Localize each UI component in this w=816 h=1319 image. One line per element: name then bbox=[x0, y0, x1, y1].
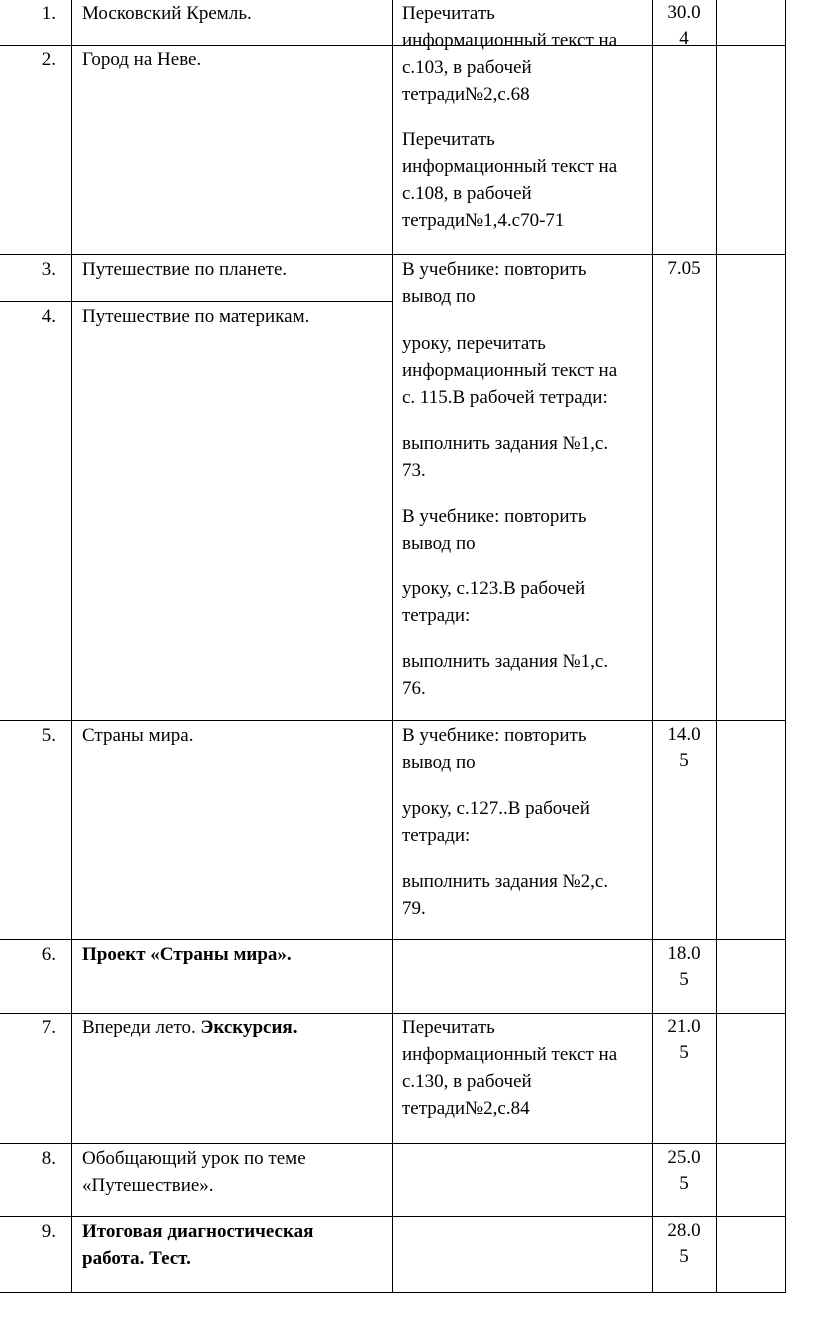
row-number: 9. bbox=[41, 1221, 56, 1242]
lesson-date: 21.0 5 bbox=[667, 1016, 701, 1063]
homework-task: В учебнике: повторить вывод по bbox=[402, 506, 587, 554]
lesson-date: 28.0 5 bbox=[667, 1220, 701, 1267]
lesson-topic: Итоговая диагностическая работа. Тест. bbox=[82, 1221, 314, 1269]
column-divider bbox=[652, 0, 653, 1293]
row-divider bbox=[0, 254, 786, 255]
homework-task: уроку, с.123.В рабочей тетради: bbox=[402, 578, 586, 626]
homework-task: выполнить задания №1,с. 76. bbox=[402, 651, 609, 699]
lesson-date: 14.0 5 bbox=[667, 724, 701, 771]
lesson-topic bbox=[82, 1014, 297, 1041]
lesson-topic: Проект «Страны мира». bbox=[82, 944, 292, 965]
lesson-topic: Страны мира. bbox=[82, 725, 194, 746]
row-divider bbox=[0, 1216, 786, 1217]
row-number: 8. bbox=[41, 1148, 56, 1169]
row-number: 5. bbox=[41, 725, 56, 746]
lesson-topic-bold: Экскурсия. bbox=[200, 1017, 298, 1038]
homework-task: Перечитать информационный текст на с.108, в рабочей тетради№1,4.с70-71 bbox=[402, 129, 618, 231]
row-divider bbox=[0, 939, 786, 940]
lesson-date: 30.0 4 bbox=[667, 2, 701, 49]
homework-task: выполнить задания №1,с. 73. bbox=[402, 433, 609, 481]
lesson-topic: Путешествие по планете. bbox=[82, 259, 288, 280]
column-divider bbox=[392, 0, 393, 1293]
lesson-topic: Город на Неве. bbox=[82, 49, 202, 70]
lesson-date: 25.0 5 bbox=[667, 1147, 701, 1194]
row-number: 4. bbox=[41, 306, 56, 327]
lesson-topic: Путешествие по материкам. bbox=[82, 306, 310, 327]
row-divider bbox=[0, 1292, 786, 1293]
homework-task: Перечитать информационный текст на с.130, в рабочей тетради№2,с.84 bbox=[402, 1017, 618, 1119]
homework-task: уроку, с.127..В рабочей тетради: bbox=[402, 798, 590, 846]
column-divider bbox=[71, 0, 72, 1293]
lesson-date: 7.05 bbox=[667, 258, 701, 279]
row-number: 1. bbox=[41, 3, 56, 24]
homework-task: В учебнике: повторить вывод по bbox=[402, 725, 587, 773]
row-number: 7. bbox=[41, 1017, 56, 1038]
row-number: 2. bbox=[41, 49, 56, 70]
row-divider bbox=[0, 720, 786, 721]
row-divider bbox=[0, 301, 392, 302]
row-number: 3. bbox=[41, 259, 56, 280]
lesson-topic-plain: Впереди лето. bbox=[82, 1017, 201, 1038]
homework-task: Перечитать информационный текст на с.103, в рабочей тетради№2,с.68 bbox=[402, 3, 618, 105]
column-divider bbox=[716, 0, 717, 1293]
homework-task: уроку, перечитать информационный текст на с. 115.В рабочей тетради: bbox=[402, 333, 618, 408]
lesson-date: 18.0 5 bbox=[667, 943, 701, 990]
row-number: 6. bbox=[41, 944, 56, 965]
lesson-topic: Московский Кремль. bbox=[82, 3, 252, 24]
homework-task: выполнить задания №2,с. 79. bbox=[402, 871, 609, 919]
row-divider bbox=[0, 1143, 786, 1144]
column-divider bbox=[785, 0, 786, 1293]
lesson-topic: Обобщающий урок по теме «Путешествие». bbox=[82, 1148, 306, 1196]
homework-task: В учебнике: повторить вывод по bbox=[402, 259, 587, 307]
